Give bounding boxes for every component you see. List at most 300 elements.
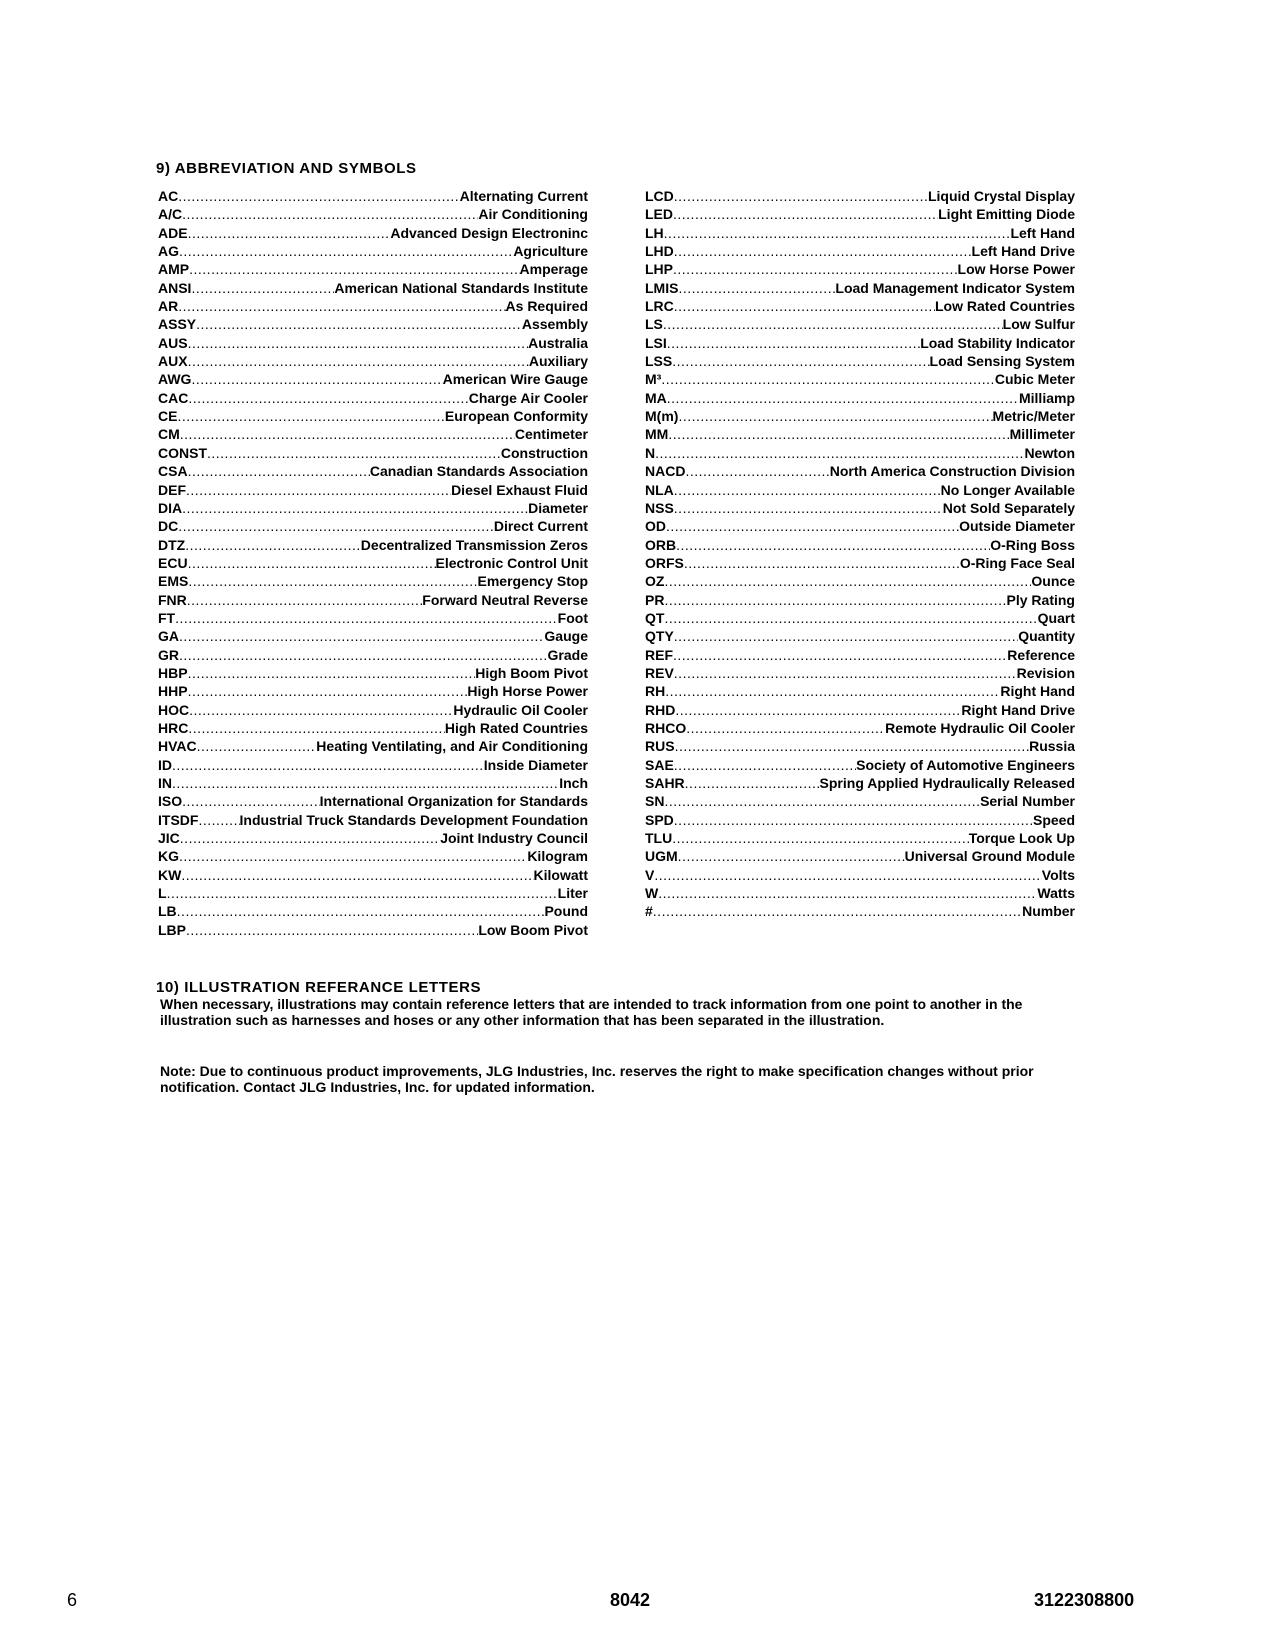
abbreviation: A/C: [158, 206, 183, 223]
dot-leader: [177, 902, 545, 920]
abbreviation-meaning: American National Standards Institute: [334, 279, 588, 296]
dot-leader: [167, 884, 558, 902]
abbreviation-meaning: Forward Neutral Reverse: [422, 591, 588, 608]
abbreviation: GA: [158, 628, 179, 645]
abbreviation-meaning: Hydraulic Oil Cooler: [453, 701, 588, 718]
abbreviation-row: [158, 682, 588, 700]
abbreviation: SPD: [645, 811, 674, 828]
abbreviation-meaning: Watts: [1037, 885, 1075, 902]
dot-leader: [655, 444, 1024, 462]
abbreviation-row: [158, 774, 588, 792]
abbreviation-meaning: Russia: [1029, 738, 1075, 755]
abbreviation-row: [645, 792, 1075, 810]
dot-leader: [188, 554, 436, 572]
abbreviation-row: [645, 499, 1075, 517]
dot-leader: [207, 444, 501, 462]
abbreviation-row: [645, 572, 1075, 590]
dot-leader: [188, 572, 477, 590]
dot-leader: [667, 334, 920, 352]
abbreviation-row: [158, 517, 588, 535]
abbreviation: RHCO: [645, 719, 687, 736]
abbreviation: CONST: [158, 444, 207, 461]
abbreviation: LB: [158, 903, 177, 920]
abbreviation-row: [645, 297, 1075, 315]
section-10-paragraph-line: illustration such as harnesses and hoses or any other information that has been separated in the illustration.: [160, 1012, 885, 1028]
abbreviation-meaning: Direct Current: [493, 518, 588, 535]
abbreviation-row: [158, 425, 588, 443]
abbreviation: LBP: [158, 921, 186, 938]
abbreviation-meaning: Low Rated Countries: [934, 298, 1075, 315]
abbreviation: ORB: [645, 536, 677, 553]
dot-leader: [189, 701, 453, 719]
abbreviation-meaning: Gauge: [544, 628, 588, 645]
dot-leader: [188, 682, 468, 700]
abbreviation-list-right: [645, 187, 1075, 921]
dot-leader: [664, 609, 1037, 627]
abbreviation-row: [158, 554, 588, 572]
abbreviation-meaning: North America Construction Division: [829, 463, 1075, 480]
abbreviation-meaning: Newton: [1024, 444, 1075, 461]
dot-leader: [666, 517, 959, 535]
abbreviation-row: [645, 279, 1075, 297]
document-number: 3122308800: [1034, 1590, 1135, 1610]
abbreviation-row: [645, 756, 1075, 774]
dot-leader: [676, 536, 990, 554]
abbreviation-meaning: Assembly: [521, 316, 588, 333]
abbreviation: ANSI: [158, 279, 192, 296]
abbreviation-meaning: Air Conditioning: [478, 206, 588, 223]
abbreviation: JIC: [158, 830, 180, 847]
abbreviation-meaning: Quantity: [1018, 628, 1075, 645]
abbreviation: SAHR: [645, 775, 685, 791]
abbreviation-meaning: Quart: [1037, 609, 1075, 626]
abbreviation: DIA: [158, 499, 183, 516]
abbreviation-meaning: Amperage: [519, 261, 588, 278]
abbreviation-meaning: Remote Hydraulic Oil Cooler: [885, 719, 1075, 736]
abbreviation-meaning: Light Emitting Diode: [938, 206, 1075, 223]
abbreviation-row: [645, 187, 1075, 205]
abbreviation: NACD: [645, 463, 686, 480]
abbreviation-meaning: O-Ring Face Seal: [959, 554, 1075, 571]
dot-leader: [674, 664, 1017, 682]
abbreviation-meaning: Pound: [544, 903, 588, 920]
abbreviation-row: [645, 737, 1075, 755]
abbreviation: CAC: [158, 389, 189, 406]
abbreviation: RUS: [645, 738, 675, 755]
abbreviation-row: [158, 389, 588, 407]
abbreviation: N: [645, 444, 656, 461]
abbreviation: LED: [645, 206, 673, 223]
abbreviation-row: [645, 444, 1075, 462]
dot-leader: [198, 811, 239, 829]
abbreviation-row: [645, 811, 1075, 829]
abbreviation-row: [645, 352, 1075, 370]
abbreviation-meaning: Millimeter: [1009, 426, 1075, 443]
abbreviation-meaning: Not Sold Separately: [942, 499, 1075, 516]
abbreviation-row: [645, 370, 1075, 388]
abbreviation-meaning: Joint Industry Council: [440, 830, 588, 847]
dot-leader: [665, 682, 1000, 700]
abbreviation: SAE: [645, 756, 674, 773]
dot-leader: [686, 719, 885, 737]
abbreviation-row: [158, 664, 588, 682]
dot-leader: [188, 334, 529, 352]
abbreviation: AUS: [158, 334, 188, 351]
dot-leader: [668, 425, 1009, 443]
dot-leader: [673, 205, 938, 223]
abbreviation-row: [645, 334, 1075, 352]
abbreviation: PR: [645, 591, 665, 608]
dot-leader: [179, 627, 544, 645]
abbreviation-row: [158, 646, 588, 664]
abbreviation-meaning: Serial Number: [980, 793, 1075, 810]
dot-leader: [658, 884, 1037, 902]
abbreviation-meaning: Cubic Meter: [994, 371, 1075, 388]
abbreviation: DEF: [158, 481, 186, 498]
abbreviation-row: [158, 884, 588, 902]
abbreviation-row: [645, 829, 1075, 847]
abbreviation-row: [645, 866, 1075, 884]
abbreviation-row: [645, 315, 1075, 333]
abbreviation-row: [645, 682, 1075, 700]
abbreviation-row: [645, 774, 1075, 792]
abbreviation: ASSY: [158, 316, 197, 333]
dot-leader: [175, 609, 558, 627]
abbreviation-row: [645, 609, 1075, 627]
abbreviation-row: [158, 536, 588, 554]
abbreviation-row: [158, 407, 588, 425]
abbreviation: LSI: [645, 334, 667, 351]
abbreviation-meaning: Speed: [1032, 811, 1075, 828]
abbreviation-row: [158, 847, 588, 865]
abbreviation: HOC: [158, 701, 190, 718]
abbreviation-meaning: High Boom Pivot: [475, 664, 588, 681]
abbreviation-row: [645, 462, 1075, 480]
dot-leader: [663, 315, 1003, 333]
abbreviation-meaning: Electronic Control Unit: [435, 554, 588, 571]
abbreviation-row: [645, 242, 1075, 260]
abbreviation: DC: [158, 518, 179, 535]
abbreviation-row: [158, 756, 588, 774]
abbreviation-row: [645, 260, 1075, 278]
abbreviation-meaning: Advanced Design Electroninc: [390, 224, 588, 241]
abbreviation-meaning: Load Stability Indicator: [920, 334, 1075, 351]
abbreviation: REF: [645, 646, 673, 663]
abbreviation-meaning: High Horse Power: [467, 683, 588, 700]
abbreviation-meaning: European Conformity: [444, 408, 588, 425]
abbreviation-meaning: Right Hand: [1000, 683, 1075, 700]
abbreviation: V: [645, 866, 655, 883]
dot-leader: [196, 315, 522, 333]
abbreviation: ITSDF: [158, 811, 199, 828]
abbreviation: CM: [158, 426, 180, 443]
abbreviation: AUX: [158, 353, 188, 370]
abbreviation: ORFS: [645, 554, 684, 571]
dot-leader: [188, 389, 468, 407]
dot-leader: [674, 187, 928, 205]
dot-leader: [181, 866, 533, 884]
abbreviation-row: [645, 847, 1075, 865]
abbreviation-meaning: Auxiliary: [528, 353, 588, 370]
abbreviation: LMIS: [645, 279, 679, 296]
abbreviation: AC: [158, 188, 179, 204]
abbreviation-row: [158, 719, 588, 737]
dot-leader: [672, 352, 929, 370]
dot-leader: [654, 866, 1041, 884]
abbreviation: LRC: [645, 298, 674, 315]
dot-leader: [182, 205, 478, 223]
abbreviation-meaning: Universal Ground Module: [904, 848, 1075, 865]
dot-leader: [678, 279, 835, 297]
dot-leader: [664, 224, 1011, 242]
abbreviation-meaning: Grade: [547, 646, 588, 663]
dot-leader: [653, 902, 1022, 920]
dot-leader: [186, 921, 478, 939]
abbreviation-meaning: Right Hand Drive: [961, 701, 1075, 718]
abbreviation-row: [645, 224, 1075, 242]
dot-leader: [178, 297, 505, 315]
abbreviation: HRC: [158, 719, 189, 736]
abbreviation: DTZ: [158, 536, 186, 553]
abbreviation-meaning: Ounce: [1031, 573, 1075, 590]
abbreviation-row: [158, 260, 588, 278]
abbreviation-meaning: Agriculture: [513, 243, 588, 260]
abbreviation-meaning: Canadian Standards Association: [369, 463, 588, 480]
abbreviation-meaning: Centimeter: [514, 426, 588, 443]
abbreviation: ISO: [158, 793, 183, 810]
abbreviation-row: [645, 554, 1075, 572]
abbreviation-meaning: Kilogram: [527, 848, 588, 865]
abbreviation: LS: [645, 316, 663, 333]
dot-leader: [675, 701, 961, 719]
abbreviation: M³: [645, 371, 662, 388]
abbreviation-meaning: Outside Diameter: [959, 518, 1075, 535]
abbreviation-row: [645, 701, 1075, 719]
abbreviation: RH: [645, 683, 666, 700]
dot-leader: [188, 224, 391, 242]
dot-leader: [664, 572, 1031, 590]
section-10-title: 10) ILLUSTRATION REFERANCE LETTERS: [156, 979, 482, 996]
dot-leader: [172, 756, 484, 774]
abbreviation-row: [158, 701, 588, 719]
abbreviation: TLU: [645, 830, 673, 847]
abbreviation: FT: [158, 609, 176, 626]
abbreviation-row: [645, 407, 1075, 425]
abbreviation-row: [158, 370, 588, 388]
abbreviation-row: [158, 921, 588, 939]
abbreviation-meaning: Left Hand Drive: [971, 243, 1075, 260]
dot-leader: [685, 774, 820, 792]
abbreviation: SN: [645, 793, 665, 810]
abbreviation-row: [158, 572, 588, 590]
abbreviation: AMP: [158, 261, 190, 278]
abbreviation-row: [158, 811, 588, 829]
abbreviation-row: [158, 242, 588, 260]
abbreviation-row: [158, 792, 588, 810]
abbreviation-meaning: Low Horse Power: [957, 261, 1075, 278]
note: [160, 1063, 1110, 1095]
dot-leader: [667, 389, 1019, 407]
abbreviation: KG: [158, 848, 179, 865]
abbreviation-meaning: Society of Automotive Engineers: [856, 756, 1075, 773]
abbreviation: LSS: [645, 353, 673, 370]
dot-leader: [684, 554, 960, 572]
abbreviation-row: [158, 481, 588, 499]
dot-leader: [178, 517, 494, 535]
dot-leader: [172, 774, 559, 792]
abbreviation-meaning: Charge Air Cooler: [468, 389, 588, 406]
dot-leader: [673, 646, 1007, 664]
abbreviation-meaning: Number: [1022, 903, 1075, 920]
dot-leader: [197, 737, 317, 755]
dot-leader: [672, 829, 968, 847]
abbreviation-meaning: Milliamp: [1018, 389, 1075, 406]
dot-leader: [187, 591, 422, 609]
abbreviation-meaning: Spring Applied Hydraulically Released: [819, 775, 1075, 791]
dot-leader: [188, 719, 445, 737]
abbreviation: LHD: [645, 243, 674, 260]
abbreviation: ADE: [158, 224, 188, 241]
abbreviation-meaning: Kilowatt: [533, 866, 588, 883]
abbreviation-row: [645, 425, 1075, 443]
note-line: notification. Contact JLG Industries, Inc. for updated information.: [160, 1079, 595, 1095]
abbreviation-row: [158, 444, 588, 462]
abbreviation-meaning: Construction: [500, 444, 588, 461]
dot-leader: [177, 407, 444, 425]
abbreviation-meaning: Left Hand: [1010, 224, 1075, 241]
abbreviation-row: [645, 646, 1075, 664]
abbreviation-row: [158, 499, 588, 517]
abbreviation-meaning: Torque Look Up: [968, 830, 1075, 847]
abbreviation-row: [645, 591, 1075, 609]
abbreviation: W: [645, 885, 659, 902]
abbreviation: CSA: [158, 463, 188, 480]
abbreviation-meaning: Industrial Truck Standards Development Foundation: [239, 811, 588, 828]
abbreviation-meaning: O-Ring Boss: [990, 536, 1075, 553]
note-line: Note: Due to continuous product improvements, JLG Industries, Inc. reserves the right to make specification changes without prior: [160, 1063, 1034, 1079]
abbreviation: IN: [158, 775, 172, 791]
abbreviation-row: [158, 902, 588, 920]
abbreviation: QT: [645, 609, 665, 626]
dot-leader: [189, 260, 519, 278]
abbreviation: AG: [158, 243, 179, 260]
abbreviation: OD: [645, 518, 666, 535]
abbreviation-row: [158, 187, 588, 205]
abbreviation-meaning: Inch: [559, 775, 588, 791]
abbreviation-row: [645, 389, 1075, 407]
dot-leader: [188, 462, 370, 480]
abbreviation: LCD: [645, 188, 674, 204]
abbreviation: CE: [158, 408, 178, 425]
abbreviation: OZ: [645, 573, 665, 590]
abbreviation-row: [158, 224, 588, 242]
dot-leader: [186, 481, 451, 499]
abbreviation-meaning: American Wire Gauge: [442, 371, 588, 388]
abbreviation-row: [645, 517, 1075, 535]
abbreviation: RHD: [645, 701, 676, 718]
abbreviation-meaning: Foot: [557, 609, 588, 626]
abbreviation: QTY: [645, 628, 674, 645]
abbreviation-row: [645, 536, 1075, 554]
dot-leader: [673, 260, 958, 278]
abbreviation-row: [158, 609, 588, 627]
abbreviation-row: [645, 884, 1075, 902]
abbreviation-meaning: Volts: [1041, 866, 1075, 883]
abbreviation-meaning: Diameter: [528, 499, 588, 516]
abbreviation: GR: [158, 646, 179, 663]
dot-leader: [188, 664, 476, 682]
abbreviation: NLA: [645, 481, 674, 498]
dot-leader: [178, 187, 459, 205]
abbreviation: KW: [158, 866, 182, 883]
abbreviation-row: [158, 627, 588, 645]
dot-leader: [664, 792, 980, 810]
abbreviation-meaning: Alternating Current: [459, 188, 588, 204]
abbreviation-row: [645, 719, 1075, 737]
dot-leader: [664, 591, 1006, 609]
page-number: 6: [67, 1590, 78, 1610]
abbreviation-row: [645, 627, 1075, 645]
abbreviation: L: [158, 885, 167, 902]
abbreviation-meaning: Ply Rating: [1006, 591, 1075, 608]
abbreviation-meaning: Metric/Meter: [992, 408, 1075, 425]
dot-leader: [182, 499, 528, 517]
dot-leader: [674, 811, 1033, 829]
dot-leader: [678, 407, 992, 425]
dot-leader: [179, 847, 527, 865]
abbreviation-row: [158, 591, 588, 609]
abbreviation-meaning: Decentralized Transmission Zeros: [360, 536, 588, 553]
abbreviation-row: [158, 462, 588, 480]
abbreviation: MA: [645, 389, 667, 406]
abbreviation: HHP: [158, 683, 188, 700]
abbreviation-row: [158, 866, 588, 884]
dot-leader: [179, 646, 548, 664]
dot-leader: [674, 242, 972, 260]
abbreviation-meaning: International Organization for Standards: [319, 793, 588, 810]
abbreviation: M(m): [645, 408, 679, 425]
model-number: 8042: [610, 1590, 651, 1610]
abbreviation-row: [158, 205, 588, 223]
abbreviation: NSS: [645, 499, 674, 516]
abbreviation: ID: [158, 756, 172, 773]
abbreviation: UGM: [645, 848, 678, 865]
dot-leader: [675, 737, 1030, 755]
abbreviation: LHP: [645, 261, 673, 278]
abbreviation: AWG: [158, 371, 192, 388]
dot-leader: [678, 847, 905, 865]
abbreviation-row: [158, 737, 588, 755]
abbreviation-meaning: Low Sulfur: [1002, 316, 1075, 333]
abbreviation: AR: [158, 298, 179, 315]
abbreviation-meaning: Emergency Stop: [477, 573, 588, 590]
abbreviation-row: [158, 829, 588, 847]
abbreviation-meaning: Revision: [1016, 664, 1075, 681]
dot-leader: [180, 425, 515, 443]
dot-leader: [180, 829, 440, 847]
dot-leader: [661, 370, 995, 388]
abbreviation-meaning: Australia: [528, 334, 588, 351]
abbreviation-meaning: As Required: [505, 298, 588, 315]
dot-leader: [674, 627, 1018, 645]
abbreviation: HBP: [158, 664, 188, 681]
dot-leader: [674, 481, 941, 499]
dot-leader: [182, 792, 320, 810]
dot-leader: [674, 297, 935, 315]
abbreviation: REV: [645, 664, 674, 681]
section-10: [156, 979, 1116, 1028]
abbreviation-row: [645, 205, 1075, 223]
